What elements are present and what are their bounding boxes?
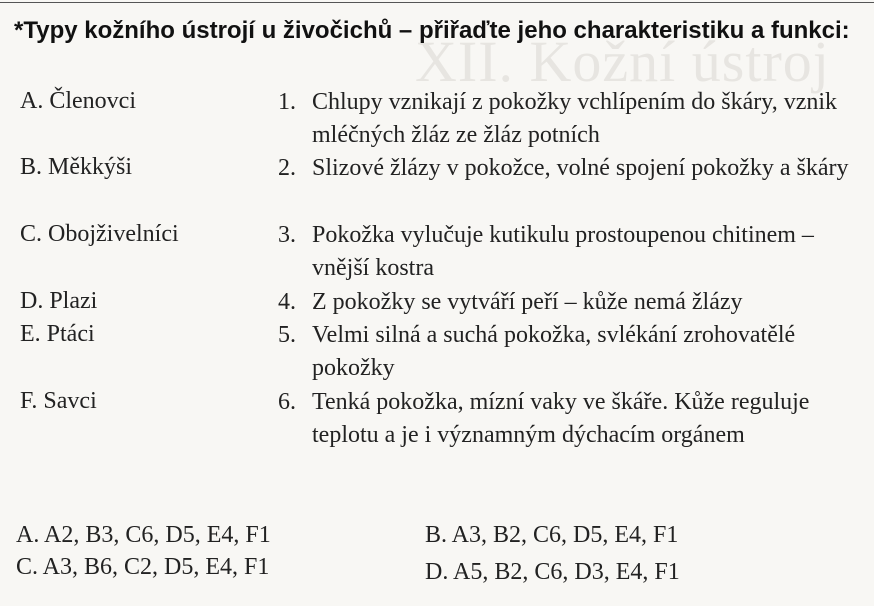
characteristic-number: 6. xyxy=(278,389,296,415)
characteristic-text: Pokožka vylučuje kutikulu prostoupenou chitinem – vnější kostra xyxy=(312,222,814,281)
characteristic-text: Chlupy vznikají z pokožky vchlípením do škáry, vznik mléčných žláz ze žláz potních xyxy=(312,89,838,148)
question-text: *Typy kožního ústrojí u živočichů – přiřaďte jeho charakteristiku a funkci: xyxy=(14,17,850,44)
characteristic-number: 3. xyxy=(278,222,296,248)
faded-heading-watermark: XII. Kožní ústroj xyxy=(415,29,830,94)
top-divider xyxy=(0,2,874,3)
group-b: B. Měkkýši xyxy=(20,154,133,180)
group-a: A. Členovci xyxy=(20,88,136,114)
characteristic-text: Z pokožky se vytváří peří – kůže nemá žlázy xyxy=(312,289,743,315)
answer-option-c: C. A3, B6, C2, D5, E4, F1 xyxy=(16,554,270,580)
group-e: E. Ptáci xyxy=(20,321,95,347)
characteristic-number: 2. xyxy=(278,155,296,181)
characteristic-number: 1. xyxy=(278,89,296,115)
answer-option-b: B. A3, B2, C6, D5, E4, F1 xyxy=(425,522,679,548)
group-f: F. Savci xyxy=(20,388,97,414)
characteristic-number: 5. xyxy=(278,322,296,348)
group-c: C. Obojživelníci xyxy=(20,221,179,247)
group-d: D. Plazi xyxy=(20,288,98,314)
answer-option-a: A. A2, B3, C6, D5, E4, F1 xyxy=(16,522,271,548)
characteristic-text: Tenká pokožka, mízní vaky ve škáře. Kůže reguluje teplotu a je i významným dýchacím orgánem xyxy=(312,389,810,448)
characteristic-number: 4. xyxy=(278,289,296,315)
answer-option-d: D. A5, B2, C6, D3, E4, F1 xyxy=(425,559,680,585)
characteristic-text: Slizové žlázy v pokožce, volné spojení pokožky a škáry xyxy=(312,155,849,181)
characteristic-text: Velmi silná a suchá pokožka, svlékání zrohovatělé pokožky xyxy=(312,322,796,381)
